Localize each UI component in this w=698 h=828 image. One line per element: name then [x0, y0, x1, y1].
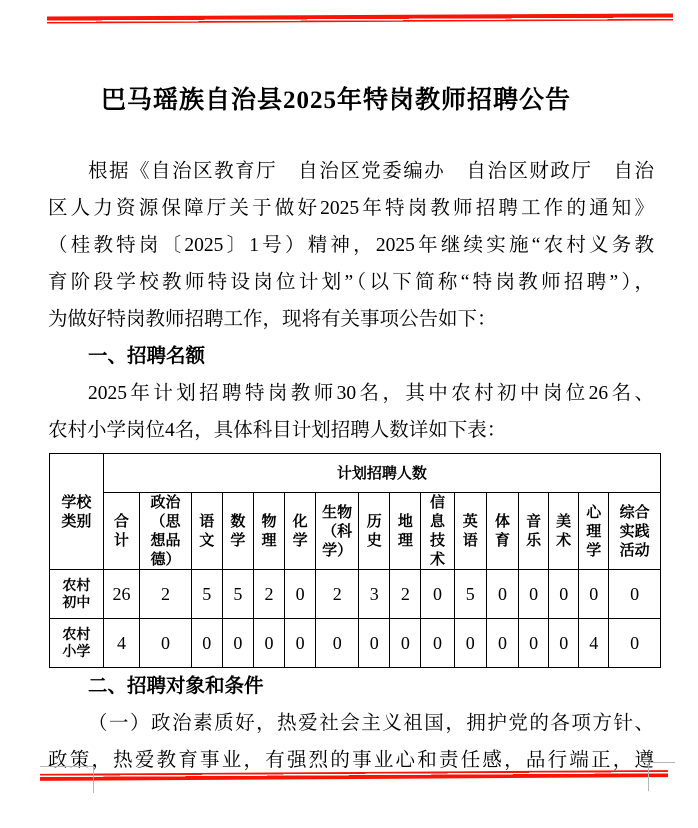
body-line: 育阶段学校教师特设岗位计划”（以下简称“特岗教师招聘”）， [48, 272, 654, 293]
column-header-english: 英语 [454, 493, 486, 570]
table-row-rural-junior [50, 570, 661, 619]
body-line: 区人力资源保障厅关于做好2025年特岗教师招聘工作的通知》 [48, 198, 654, 219]
column-header-geography: 地理 [390, 493, 421, 570]
table-cell: 0 [486, 570, 518, 619]
table-cell: 0 [222, 619, 253, 668]
column-header-it: 信息技术 [421, 493, 454, 570]
table-cell: 26 [103, 570, 140, 619]
row-label: 农村小学 [50, 619, 104, 668]
table-cell: 0 [285, 570, 316, 619]
table-cell: 0 [519, 570, 549, 619]
text-boundary-mark-right [648, 762, 675, 791]
document-body [48, 153, 654, 779]
table-cell: 0 [253, 619, 284, 668]
section-heading-2: 二、招聘对象和条件 [88, 675, 264, 697]
column-header-total: 合计 [103, 493, 140, 570]
recruitment-plan-table [49, 453, 661, 668]
table-cell: 5 [222, 570, 253, 619]
column-header-practice: 综合实践活动 [609, 493, 661, 570]
column-header-pe: 体育 [486, 493, 518, 570]
table-cell: 0 [609, 570, 661, 619]
column-header-music: 音乐 [519, 493, 549, 570]
column-header-history: 历史 [359, 493, 390, 570]
table-cell: 3 [359, 570, 390, 619]
column-header-psychology: 心理学 [579, 493, 609, 570]
table-cell: 2 [253, 570, 284, 619]
column-header-chemistry: 化学 [285, 493, 316, 570]
body-line: 2025年计划招聘特岗教师30名，其中农村初中岗位26名、 [88, 383, 654, 404]
table-cell: 0 [390, 619, 421, 668]
table-cell: 0 [454, 619, 486, 668]
table-cell: 0 [421, 570, 454, 619]
table-cell: 4 [103, 619, 140, 668]
table-cell: 0 [359, 619, 390, 668]
table-cell: 0 [609, 619, 661, 668]
row-label: 农村初中 [50, 570, 104, 619]
table-row-rural-primary [50, 619, 661, 668]
table-cell: 0 [191, 619, 222, 668]
document-title: 巴马瑶族自治县2025年特岗教师招聘公告 [100, 87, 571, 114]
table-cell: 2 [140, 570, 192, 619]
column-header-physics: 物理 [253, 493, 284, 570]
body-line: 为做好特岗教师招聘工作，现将有关事项公告如下： [48, 309, 497, 330]
column-header-chinese: 语文 [191, 493, 222, 570]
section-heading-1: 一、招聘名额 [88, 345, 206, 367]
table-group-header: 计划招聘人数 [103, 454, 660, 493]
body-line: 根据《自治区教育厅 自治区党委编办 自治区财政厅 自治 [88, 161, 654, 182]
table-cell: 5 [191, 570, 222, 619]
table-cell: 5 [454, 570, 486, 619]
body-line: 政策，热爱教育事业，有强烈的事业心和责任感，品行端正，遵 [48, 750, 654, 771]
body-line: 农村小学岗位4名，具体科目计划招聘人数详如下表： [48, 420, 507, 441]
column-header-politics: 政治（思想品德） [140, 493, 192, 570]
table-cell: 4 [579, 619, 609, 668]
table-cell: 0 [316, 619, 359, 668]
table-corner-header: 学校类别 [50, 454, 104, 570]
column-header-math: 数学 [222, 493, 253, 570]
column-header-art: 美术 [549, 493, 579, 570]
letterhead-top-rule [47, 13, 673, 23]
text-boundary-mark-left [40, 766, 94, 793]
table-cell: 0 [285, 619, 316, 668]
table-cell: 0 [549, 619, 579, 668]
table-cell: 0 [421, 619, 454, 668]
table-cell: 0 [519, 619, 549, 668]
table-cell: 0 [549, 570, 579, 619]
table-cell: 0 [140, 619, 192, 668]
table-cell: 2 [316, 570, 359, 619]
table-cell: 2 [390, 570, 421, 619]
body-line: （一）政治素质好，热爱社会主义祖国，拥护党的各项方针、 [88, 713, 654, 734]
table-cell: 0 [486, 619, 518, 668]
table-cell: 0 [579, 570, 609, 619]
column-header-biology: 生物（科学） [316, 493, 359, 570]
body-line: （桂教特岗〔2025〕1号）精神，2025年继续实施“农村义务教 [48, 235, 654, 256]
